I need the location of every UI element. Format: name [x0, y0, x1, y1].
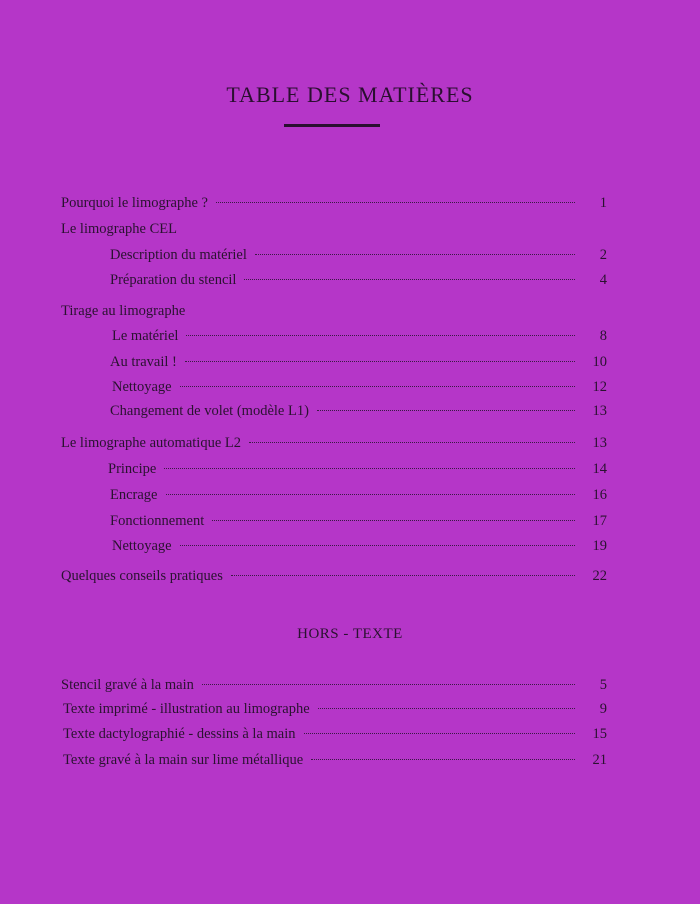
toc-entry-label: Au travail ! — [110, 354, 177, 370]
dot-leader — [164, 468, 575, 469]
toc-entry-label: Le matériel — [112, 328, 179, 344]
hors-texte-entry — [61, 676, 607, 694]
dot-leader — [216, 202, 575, 203]
hors-texte-page-number: 21 — [592, 752, 607, 768]
toc-page-number: 2 — [599, 247, 607, 263]
toc-entry-description — [110, 246, 607, 264]
toc-entry-principe — [108, 460, 607, 478]
toc-section-heading: Le limographe CEL — [61, 221, 177, 237]
toc-page-number: 13 — [592, 435, 607, 451]
hors-texte-page-number: 15 — [592, 726, 607, 742]
toc-entry-preparation — [110, 271, 607, 289]
toc-entry-label: Encrage — [110, 487, 158, 503]
toc-entry-label: Nettoyage — [112, 538, 172, 554]
page-title: TABLE DES MATIÈRES — [226, 82, 474, 107]
toc-entry-pourquoi — [61, 194, 607, 212]
dot-leader — [202, 684, 575, 685]
hors-texte-page-number: 5 — [599, 677, 607, 693]
toc-entry-changement-volet — [110, 402, 607, 420]
toc-entry-label: Principe — [108, 461, 157, 477]
toc-entry-label: Fonctionnement — [110, 513, 205, 529]
hors-texte-page-number: 9 — [599, 701, 607, 717]
toc-page-number: 16 — [592, 487, 607, 503]
dot-leader — [318, 708, 575, 709]
toc-entry-materiel — [112, 327, 607, 345]
toc-page-number: 12 — [592, 379, 607, 395]
toc-page-number: 4 — [599, 272, 607, 288]
hors-texte-entry — [63, 700, 607, 718]
dot-leader — [304, 733, 575, 734]
toc-entry-label: Nettoyage — [112, 379, 172, 395]
hors-texte-title: HORS - TEXTE — [297, 626, 403, 642]
dot-leader — [212, 520, 575, 521]
toc-entry-nettoyage-l2 — [112, 537, 607, 555]
toc-entry-label: Quelques conseils pratiques — [61, 568, 223, 584]
toc-entry-label: Description du matériel — [110, 247, 247, 263]
toc-entry-label: Pourquoi le limographe ? — [61, 195, 208, 211]
toc-page-number: 14 — [592, 461, 607, 477]
dot-leader — [166, 494, 576, 495]
toc-page-number: 22 — [592, 568, 607, 584]
toc-entry-fonctionnement — [110, 512, 607, 530]
toc-entry-conseils — [61, 567, 607, 585]
toc-page-number: 10 — [592, 354, 607, 370]
dot-leader — [186, 335, 575, 336]
hors-texte-label: Texte dactylographié - dessins à la main — [63, 726, 296, 742]
dot-leader — [180, 545, 575, 546]
toc-entry-label: Changement de volet (modèle L1) — [110, 403, 309, 419]
toc-entry-limographe-automatique — [61, 434, 607, 452]
dot-leader — [244, 279, 575, 280]
toc-entry-nettoyage — [112, 378, 607, 396]
toc-page-number: 17 — [592, 513, 607, 529]
toc-page-number: 8 — [599, 328, 607, 344]
toc-entry-label: Le limographe automatique L2 — [61, 435, 241, 451]
dot-leader — [185, 361, 575, 362]
toc-entry-encrage — [110, 486, 607, 504]
dot-leader — [231, 575, 575, 576]
dot-leader — [317, 410, 575, 411]
hors-texte-label: Stencil gravé à la main — [61, 677, 194, 693]
toc-entry-label: Préparation du stencil — [110, 272, 237, 288]
dot-leader — [311, 759, 575, 760]
hors-texte-label: Texte imprimé - illustration au limographe — [63, 701, 310, 717]
toc-page-number: 19 — [592, 538, 607, 554]
title-rule — [284, 124, 380, 127]
toc-section-heading: Tirage au limographe — [61, 303, 186, 319]
hors-texte-entry — [63, 725, 607, 743]
dot-leader — [249, 442, 575, 443]
dot-leader — [255, 254, 575, 255]
toc-page-number: 13 — [592, 403, 607, 419]
hors-texte-entry — [63, 751, 607, 769]
hors-texte-label: Texte gravé à la main sur lime métallique — [63, 752, 304, 768]
toc-entry-au-travail — [110, 353, 607, 371]
toc-page-number: 1 — [599, 195, 607, 211]
dot-leader — [180, 386, 575, 387]
